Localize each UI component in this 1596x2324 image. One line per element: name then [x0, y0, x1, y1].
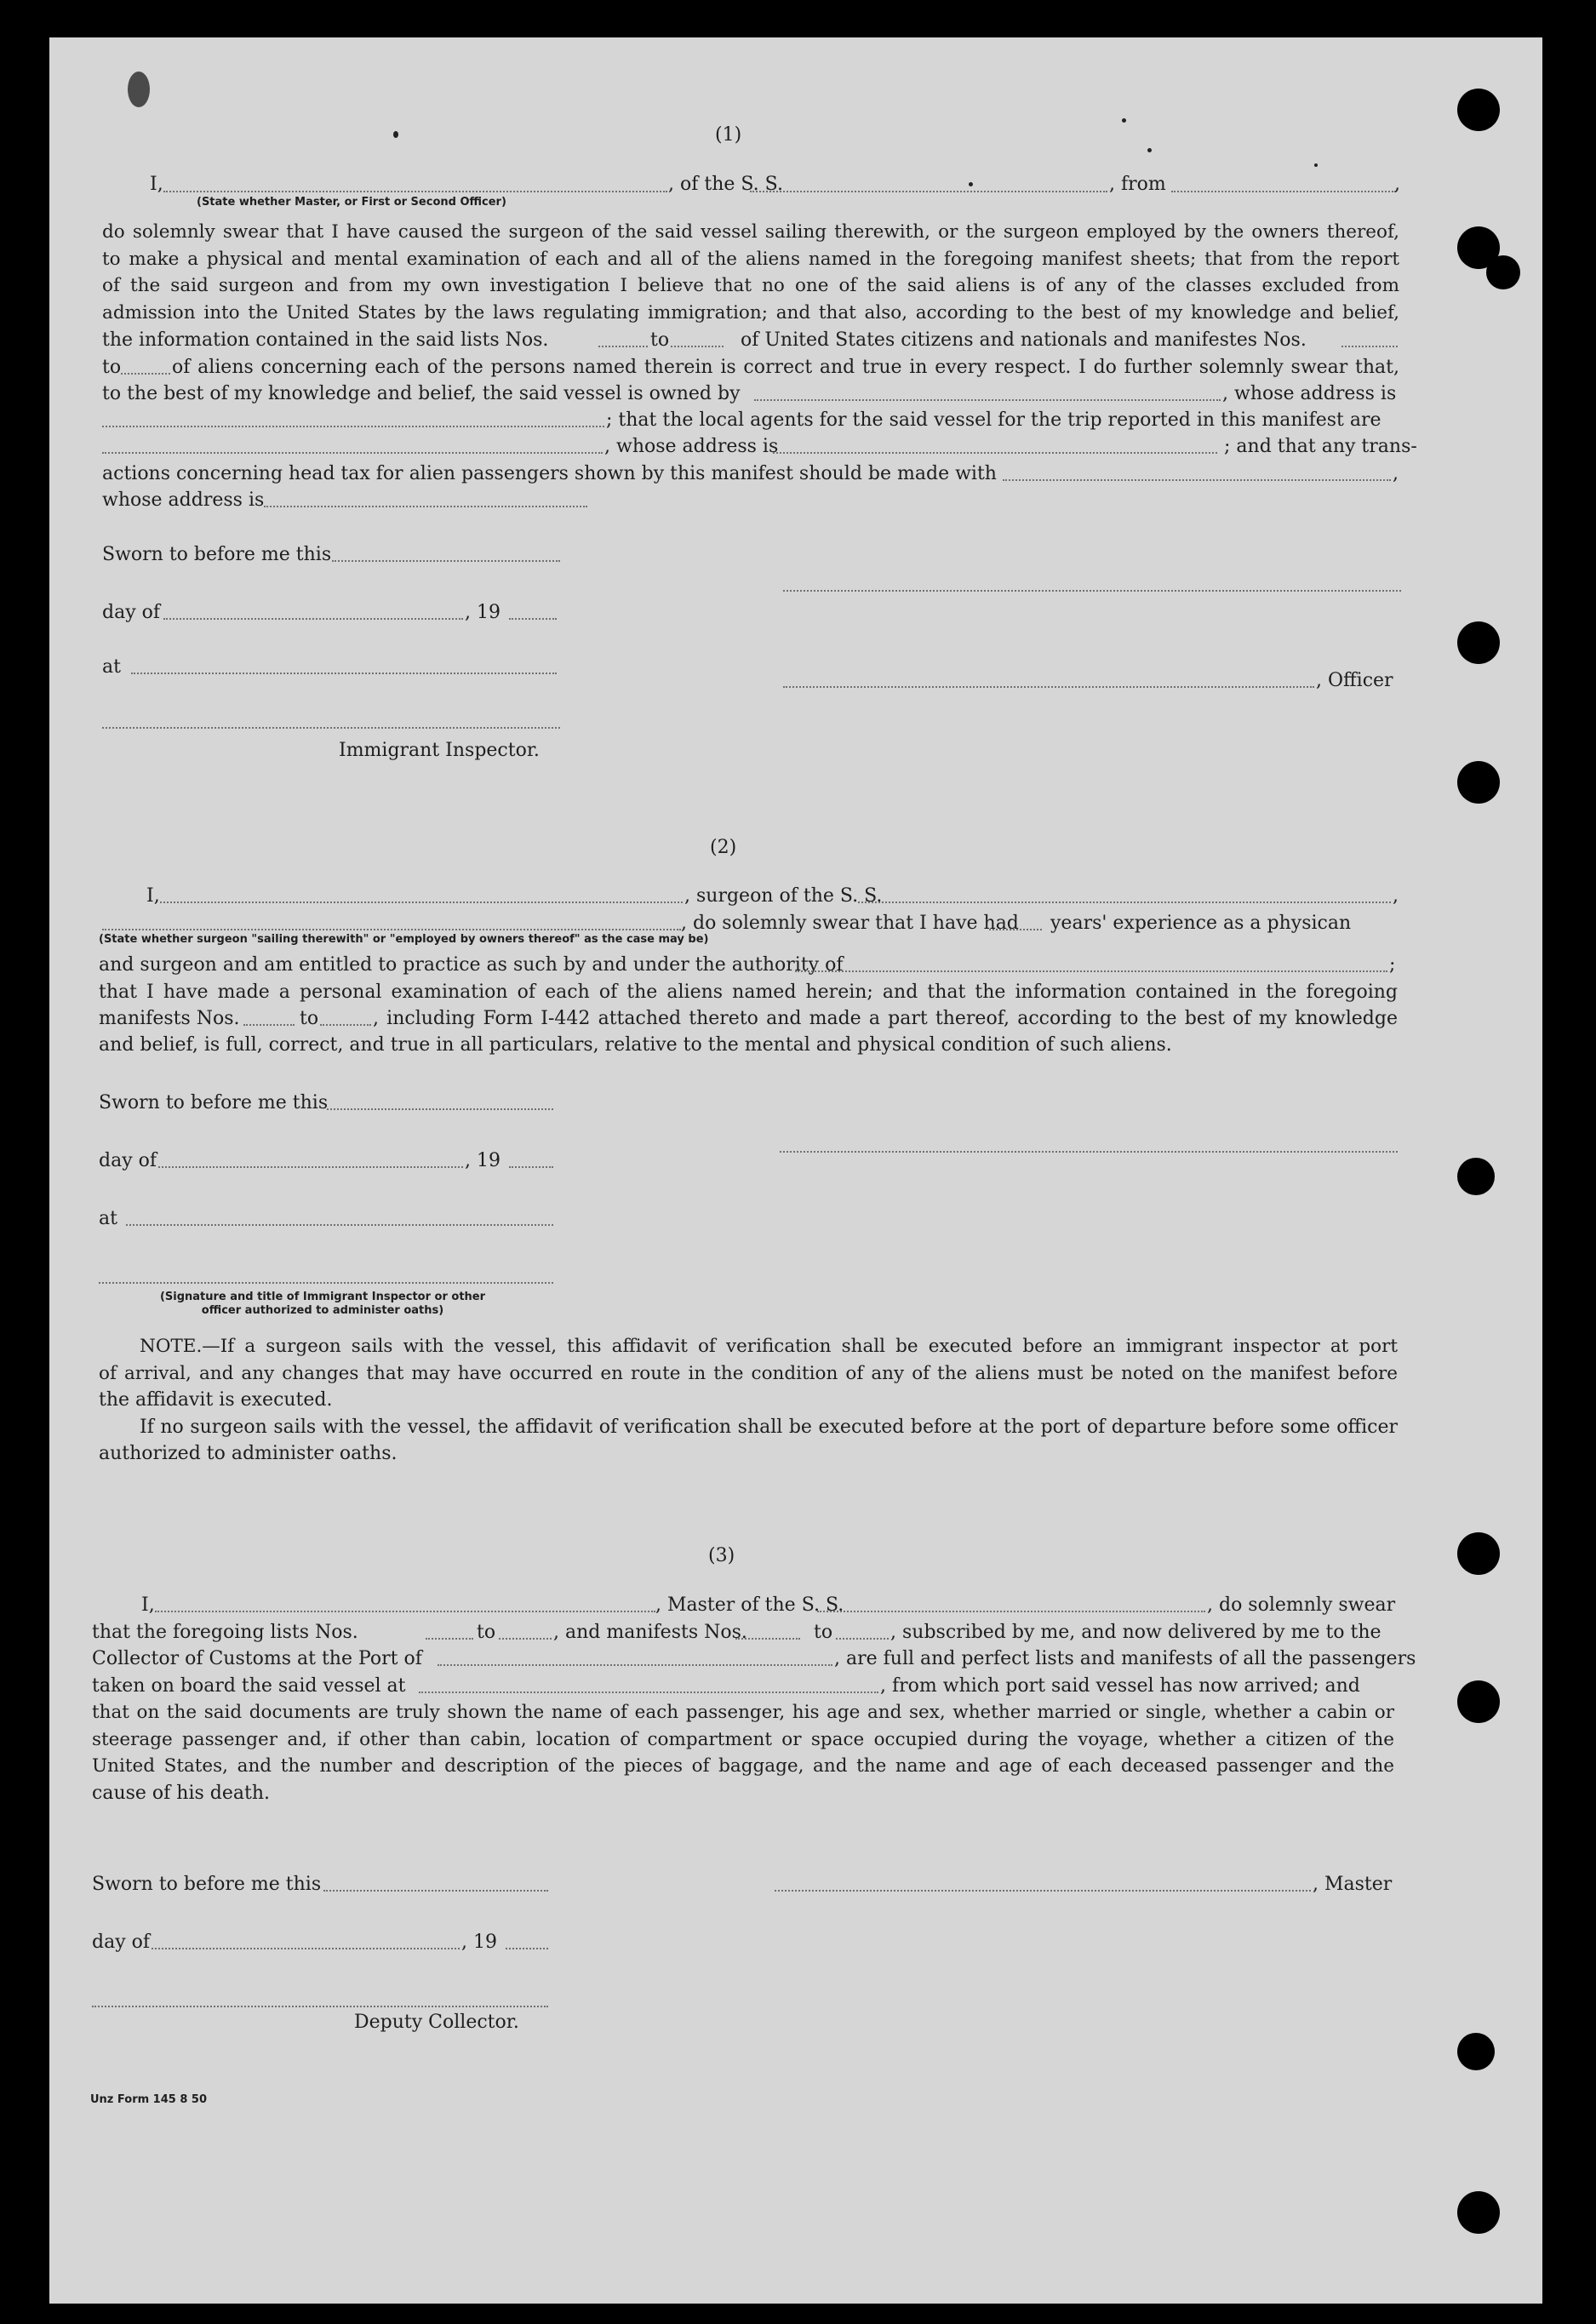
s3-manifests-from-field[interactable]	[735, 1638, 800, 1640]
s1-officer-note: (State whether Master, or First or Second Officer)	[197, 196, 506, 209]
s1-aliens-text: of aliens concerning each of the persons named therein is correct and true in every respect. I do further solemnly swear that,	[172, 357, 1399, 378]
paper-blemish	[128, 72, 150, 107]
punch-hole	[1457, 621, 1500, 664]
s1-year-label: , 19	[465, 602, 501, 623]
s3-lists-label: that the foregoing lists Nos.	[92, 1622, 358, 1643]
s1-line-2: to make a physical and mental examination of each and all of the aliens named in the foregoing manifest sheets; that from the report	[102, 248, 1399, 270]
s2-sailing-field[interactable]	[102, 929, 681, 930]
s2-signature-note-line-2: officer authorized to administer oaths)	[201, 1304, 444, 1317]
s2-manifests-label: manifests Nos.	[99, 1008, 240, 1029]
s1-sworn-date-field[interactable]	[332, 560, 560, 562]
s3-line-1: that on the said documents are truly shown the name of each passenger, his age and sex, whether married or single, whether a cabin or	[92, 1702, 1394, 1723]
s3-taken-port-field[interactable]	[419, 1691, 878, 1693]
punch-hole	[1457, 2191, 1500, 2234]
s1-day-of-label: day of	[102, 602, 161, 623]
paper-speck	[1122, 118, 1126, 123]
s2-at-field[interactable]	[126, 1224, 553, 1226]
s1-at-field[interactable]	[131, 673, 557, 674]
s1-lists-to-field[interactable]	[671, 346, 724, 347]
s3-lists-to-field[interactable]	[499, 1638, 552, 1640]
s2-manifests-from-field[interactable]	[243, 1024, 295, 1026]
s2-manifests-to-field[interactable]	[320, 1024, 371, 1026]
s3-line-3: United States, and the number and description of the pieces of baggage, and the name and age of each deceased passenger and the	[92, 1755, 1394, 1777]
s1-inspector-label: Immigrant Inspector.	[339, 740, 540, 761]
s1-lists-to-label: to	[650, 329, 670, 351]
punch-hole	[1457, 1532, 1500, 1575]
s2-inspector-signature-field[interactable]	[99, 1282, 553, 1284]
manifest-affidavit-page	[49, 37, 1542, 2304]
s2-to-label: to	[300, 1008, 319, 1029]
paper-speck	[393, 131, 398, 138]
s1-inspector-signature-field[interactable]	[102, 727, 560, 729]
s1-from-label: , from	[1109, 174, 1166, 195]
section-3-number: (3)	[708, 1545, 735, 1566]
s1-sworn-label: Sworn to before me this	[102, 544, 332, 565]
punch-hole	[1457, 761, 1500, 804]
s3-line-2: steerage passenger and, if other than cabin, location of compartment or space occupied during the voyage, whether a citizen of the	[92, 1728, 1394, 1750]
s1-line-4: admission into the United States by the laws regulating immigration; and that also, according to the best of my knowledge and belief,	[102, 301, 1399, 323]
s1-lists-nos-label: the information contained in the said lists Nos.	[102, 329, 549, 351]
s2-belief-text: and belief, is full, correct, and true in all particulars, relative to the mental and physical condition of such aliens.	[99, 1034, 1172, 1056]
s3-manifests-label: , and manifests Nos.	[553, 1622, 747, 1643]
s1-agents-field[interactable]	[102, 452, 603, 454]
s3-master-of-label: , Master of the S. S.	[655, 1594, 844, 1616]
s1-paragraph	[102, 219, 1399, 326]
s2-sworn-date-field[interactable]	[327, 1108, 553, 1110]
s3-vessel-name-field[interactable]	[817, 1611, 1205, 1612]
note-line-1: NOTE.—If a surgeon sails with the vessel, this affidavit of verification shall be executed before an immigrant inspector at port	[140, 1336, 1398, 1357]
s3-master-signature-field[interactable]	[775, 1890, 1311, 1892]
s3-deputy-signature-field[interactable]	[92, 2006, 548, 2007]
s2-experience-label: years' experience as a physican	[1050, 913, 1352, 934]
paper-speck	[1314, 163, 1318, 167]
s2-vessel-name-field[interactable]	[858, 902, 1391, 903]
punch-hole	[1457, 2033, 1495, 2070]
s3-sworn-date-field[interactable]	[323, 1890, 548, 1892]
s1-year-field[interactable]	[509, 618, 557, 620]
s3-manifests-to-field[interactable]	[836, 1638, 889, 1640]
s1-comma: ,	[1394, 174, 1400, 195]
s1-owner-address-label: , whose address is	[1222, 383, 1397, 404]
s1-comma-2: ,	[1393, 463, 1399, 484]
note-paragraph	[99, 1333, 1398, 1387]
s3-master-name-field[interactable]	[155, 1611, 655, 1612]
s1-master-signature-field[interactable]	[783, 590, 1401, 592]
s1-whose-address-label: whose address is	[102, 489, 265, 511]
s2-authority-field[interactable]	[795, 970, 1387, 972]
s3-taken-label: taken on board the said vessel at	[92, 1675, 406, 1697]
s1-head-tax-label: actions concerning head tax for alien passengers shown by this manifest should be made with	[102, 463, 997, 484]
form-number-footer: Unz Form 145 8 50	[90, 2093, 207, 2106]
s2-day-of-field[interactable]	[158, 1166, 463, 1168]
s2-practice-label: and surgeon and am entitled to practice as such by and under the authority of	[99, 954, 844, 976]
s1-officer-name-field[interactable]	[163, 191, 667, 192]
s2-sworn-label: Sworn to before me this	[99, 1092, 329, 1113]
s2-surgeon-signature-field[interactable]	[780, 1151, 1398, 1153]
s3-year-label: , 19	[461, 1932, 497, 1953]
s1-agents-address-label: , whose address is	[604, 436, 779, 457]
note-para2-line-1: If no surgeon sails with the vessel, the affidavit of verification shall be executed before at the port of departure before some officer	[140, 1417, 1398, 1438]
s3-lists-perfect-label: , are full and perfect lists and manifests of all the passengers	[834, 1648, 1416, 1669]
s2-examination-text: that I have made a personal examination of each of the aliens named herein; and that the information contained in the foregoing	[99, 982, 1398, 1003]
s3-sworn-label: Sworn to before me this	[92, 1874, 322, 1895]
s2-form-text: , including Form I-442 attached thereto and made a part thereof, according to the best of my knowledge	[373, 1008, 1398, 1029]
s2-i-label: I,	[146, 885, 160, 907]
s1-manifests-from-field[interactable]	[1341, 346, 1398, 347]
s1-owned-by-label: to the best of my knowledge and belief, the said vessel is owned by	[102, 383, 741, 404]
s3-lists-to-label: to	[477, 1622, 496, 1643]
s3-paragraph	[92, 1699, 1394, 1780]
s3-subscribed-label: , subscribed by me, and now delivered by me to the	[890, 1622, 1381, 1643]
s3-manifests-to-label: to	[814, 1622, 833, 1643]
s1-vessel-name-field[interactable]	[750, 191, 1107, 192]
punch-hole	[1486, 255, 1520, 289]
s2-year-label: , 19	[465, 1150, 501, 1171]
punch-hole	[1457, 1680, 1500, 1723]
s2-signature-note-line-1: (Signature and title of Immigrant Inspector or other	[159, 1291, 486, 1303]
s1-i-label: I,	[150, 174, 163, 195]
s1-to-label: to	[102, 357, 122, 378]
s1-from-port-field[interactable]	[1171, 191, 1396, 192]
paper-speck	[969, 182, 973, 186]
s3-collector-label: Collector of Customs at the Port of	[92, 1648, 422, 1669]
s2-signature-note	[131, 1291, 514, 1318]
section-1-number: (1)	[715, 124, 742, 146]
s1-trans-label: ; and that any trans-	[1224, 436, 1417, 457]
s1-whose-address-field[interactable]	[264, 506, 587, 507]
s3-lists-from-field[interactable]	[426, 1638, 473, 1640]
s2-surgeon-note: (State whether surgeon "sailing therewith" or "employed by owners thereof" as the case may be)	[99, 933, 709, 946]
paper-speck	[1147, 148, 1152, 152]
s2-day-of-label: day of	[99, 1150, 157, 1171]
s1-head-tax-field[interactable]	[1003, 479, 1391, 481]
s3-i-label: I,	[141, 1594, 155, 1616]
s2-year-field[interactable]	[509, 1166, 553, 1168]
s3-day-of-field[interactable]	[152, 1948, 460, 1949]
s2-swear-label: , do solemnly swear that I have had	[681, 913, 1019, 934]
note-line-2: of arrival, and any changes that may have occurred en route in the condition of any of the aliens must be noted on the manifest before	[99, 1362, 1398, 1384]
s1-agents-label: ; that the local agents for the said vessel for the trip reported in this manifest are	[606, 409, 1381, 431]
s2-surgeon-of-label: , surgeon of the S. S.	[684, 885, 883, 907]
s3-deputy-label: Deputy Collector.	[354, 2012, 519, 2033]
s3-arrived-label: , from which port said vessel has now arrived; and	[880, 1675, 1360, 1697]
s1-owner-field[interactable]	[754, 399, 1221, 401]
s1-at-label: at	[102, 656, 121, 678]
s2-surgeon-name-field[interactable]	[160, 902, 683, 903]
s3-swear-label: , do solemnly swear	[1207, 1594, 1396, 1616]
punch-hole	[1457, 89, 1500, 131]
s3-master-label: , Master	[1313, 1874, 1393, 1895]
note-line-3: the affidavit is executed.	[99, 1389, 333, 1411]
s3-line-4: cause of his death.	[92, 1783, 270, 1804]
s2-years-field[interactable]	[989, 929, 1042, 930]
s1-officer-field[interactable]	[783, 686, 1314, 688]
s1-line-1: do solemnly swear that I have caused the surgeon of the said vessel sailing therewith, or the surgeon employed by the owners thereof,	[102, 221, 1399, 243]
s1-owner-address-field[interactable]	[102, 426, 604, 427]
s2-at-label: at	[99, 1208, 117, 1229]
punch-hole	[1457, 1158, 1495, 1195]
s1-line-3: of the said surgeon and from my own investigation I believe that no one of the said aliens is of any of the classes excluded from	[102, 275, 1399, 297]
s1-lists-from-field[interactable]	[598, 346, 648, 347]
s1-citizens-label: of United States citizens and nationals and manifestes Nos.	[741, 329, 1307, 351]
s2-semicolon: ;	[1389, 954, 1396, 976]
s1-of-ss-label: , of the S. S.	[668, 174, 783, 195]
s3-day-of-label: day of	[92, 1932, 151, 1953]
s1-day-of-field[interactable]	[163, 618, 463, 620]
s3-year-field[interactable]	[506, 1948, 548, 1949]
s2-comma: ,	[1393, 885, 1399, 907]
s1-manifests-to-field[interactable]	[121, 373, 170, 375]
s1-agents-address-field[interactable]	[773, 452, 1217, 454]
section-2-number: (2)	[710, 837, 737, 858]
s3-port-field[interactable]	[438, 1664, 832, 1666]
s1-officer-label: , Officer	[1316, 670, 1393, 691]
note-para2-line-2: authorized to administer oaths.	[99, 1443, 398, 1464]
